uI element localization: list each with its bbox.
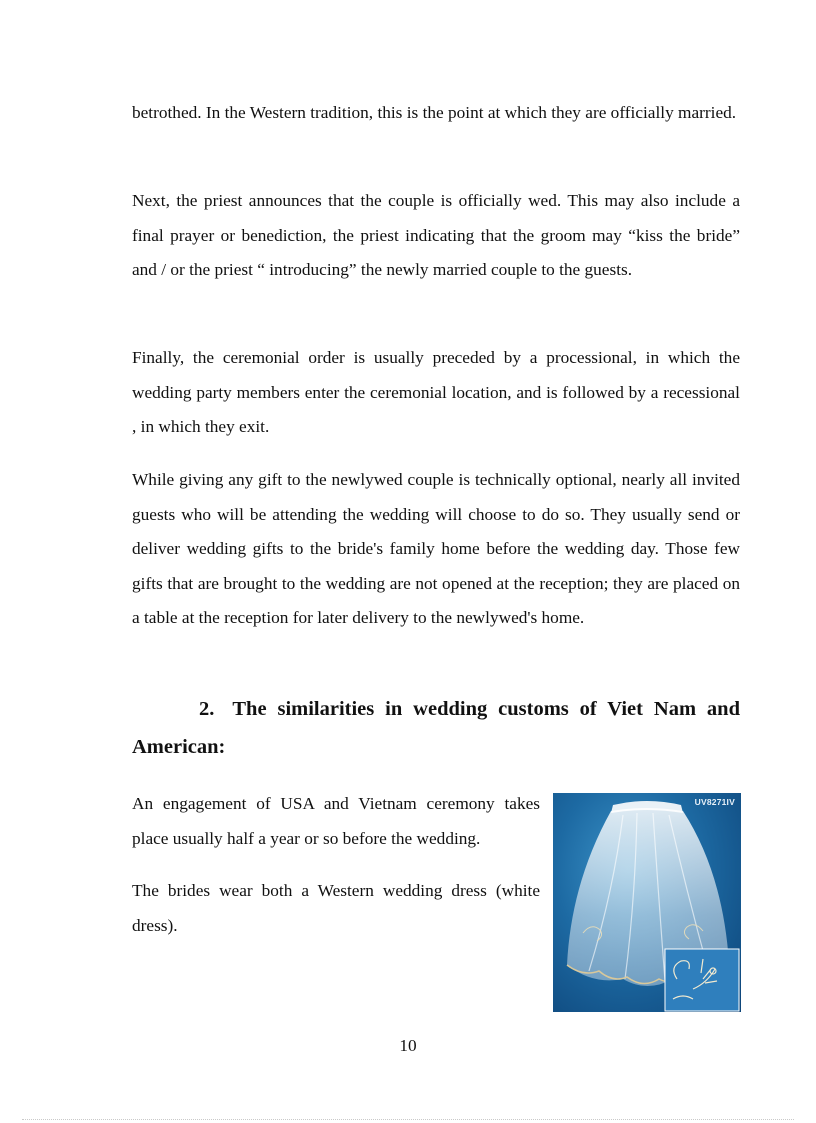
paragraph-priest-announcement: Next, the priest announces that the couple is officially wed. This may also include a final prayer or benediction, the priest indicating that the groom may “kiss the bride” and / or the priest “ introducing” the newly married couple to the guests. <box>132 191 740 279</box>
wedding-veil-image <box>553 793 741 1012</box>
veil-illustration <box>553 793 741 1012</box>
section-heading <box>132 690 740 766</box>
page-bottom-divider <box>22 1119 794 1120</box>
paragraph-engagement: An engagement of USA and Vietnam ceremony takes place usually half a year or so before the wedding. <box>132 794 540 848</box>
paragraph-processional: Finally, the ceremonial order is usually preceded by a processional, in which the wedding party members enter the ceremonial location, and is followed by a recessional , in which they exit. <box>132 348 740 436</box>
paragraph-gifts: While giving any gift to the newlywed couple is technically optional, nearly all invited guests who will be attending the wedding will choose to do so. They usually send or deliver wedding gifts to the bride's family home before the wedding day. Those few gifts that are brought to the wedding are not opened at the reception; they are placed on a table at the reception for later delivery to the newlywed's home. <box>132 470 740 627</box>
product-code-label: UV8271IV <box>694 797 735 807</box>
section-number: 2. <box>199 698 215 720</box>
paragraph-married: betrothed. In the Western tradition, this is the point at which they are officially married. <box>132 103 737 122</box>
paragraph-bride-dress: The brides wear both a Western wedding dress (white dress). <box>132 881 540 935</box>
section-title: The similarities in wedding customs of Viet Nam and American: <box>132 698 740 758</box>
page-number: 10 <box>399 1036 417 1055</box>
